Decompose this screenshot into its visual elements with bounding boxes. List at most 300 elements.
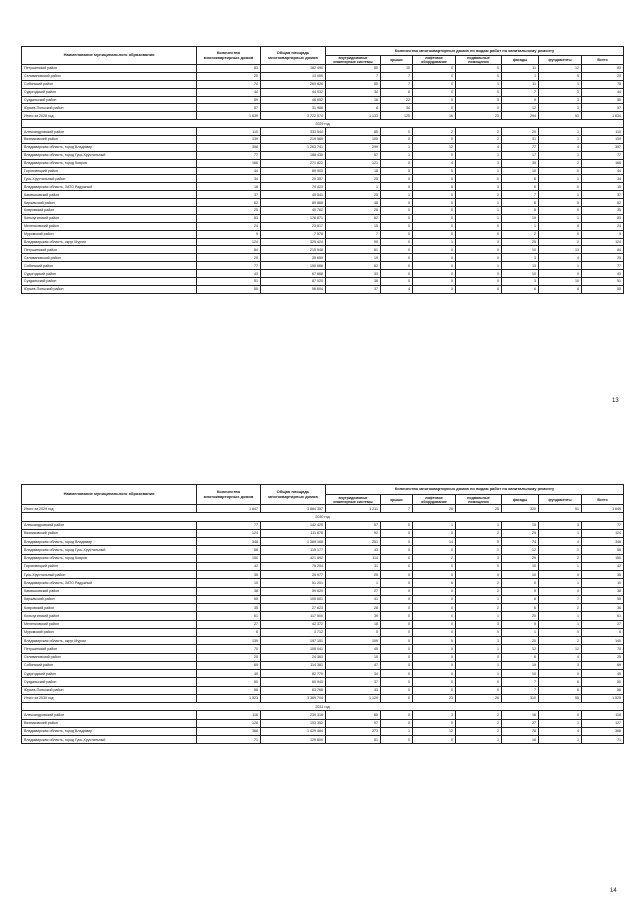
row-value-cell: 0 — [456, 230, 502, 238]
row-value-cell: 1 — [502, 628, 539, 636]
row-value-cell: 38 — [326, 278, 381, 286]
row-value-cell: 69 903 — [261, 167, 326, 175]
row-value-cell: 7 — [539, 595, 582, 603]
row-value-cell: 34 — [197, 175, 261, 183]
row-value-cell: 10 — [539, 278, 582, 286]
row-name-cell: Владимирская область, ЗАТО Радужный — [22, 183, 197, 191]
row-name-cell: Владимирская область, город Гусь-Хрустальный — [22, 546, 197, 554]
row-value-cell: 0 — [381, 538, 413, 546]
row-value-cell: 44 — [582, 88, 624, 96]
row-value-cell: 12 — [502, 104, 539, 112]
row-value-cell: 9 — [502, 96, 539, 104]
row-value-cell: 0 — [381, 554, 413, 562]
table-row — [22, 505, 624, 513]
row-name-cell: Судогодский район — [22, 270, 197, 278]
row-value-cell: 0 — [539, 711, 582, 719]
row-name-cell: Камешковский район — [22, 191, 197, 199]
row-value-cell: 190 666 — [261, 262, 326, 270]
row-value-cell: 1 — [456, 262, 502, 270]
row-value-cell: 3 884 357 — [261, 505, 326, 513]
capital-repair-table-page-13 — [21, 46, 624, 294]
row-name-cell: Суздальский район — [22, 96, 197, 104]
row-value-cell: 6 — [197, 628, 261, 636]
table-row — [22, 214, 624, 222]
row-value-cell: 12 — [502, 645, 539, 653]
row-value-cell: 8 — [502, 175, 539, 183]
header-work-types: Количество многоквартирных домов по видам работ по капитальному ремонту — [326, 485, 624, 495]
row-value-cell: 16 — [197, 183, 261, 191]
row-value-cell: 0 — [456, 270, 502, 278]
row-value-cell: 10 — [502, 167, 539, 175]
row-value-cell: 56 — [197, 546, 261, 554]
row-value-cell: 0 — [381, 278, 413, 286]
row-value-cell: 333 544 — [261, 128, 326, 136]
row-value-cell: 53 — [539, 112, 582, 120]
row-value-cell: 50 — [582, 678, 624, 686]
row-value-cell: 51 — [197, 278, 261, 286]
row-value-cell: 7 — [326, 230, 381, 238]
row-value-cell: 51 — [539, 505, 582, 513]
row-value-cell: 2 — [456, 529, 502, 537]
row-value-cell: 92 — [326, 529, 381, 537]
table-row — [22, 620, 624, 628]
row-value-cell: 0 — [413, 191, 456, 199]
row-value-cell: 1 649 — [582, 505, 624, 513]
row-value-cell: 0 — [381, 521, 413, 529]
row-value-cell: 4 — [539, 254, 582, 262]
row-value-cell: 0 — [456, 72, 502, 80]
row-value-cell: 7 — [381, 72, 413, 80]
row-value-cell: 18 — [326, 620, 381, 628]
row-value-cell: 1 — [456, 661, 502, 669]
row-value-cell: 57 — [197, 104, 261, 112]
row-value-cell: 77 — [197, 521, 261, 529]
row-value-cell: 6 — [582, 628, 624, 636]
row-value-cell: 43 — [582, 270, 624, 278]
row-value-cell: 0 — [381, 595, 413, 603]
row-value-cell: 7 — [502, 678, 539, 686]
row-value-cell: 75 204 — [261, 562, 326, 570]
row-value-cell: 25 — [502, 238, 539, 246]
row-value-cell: 0 — [381, 628, 413, 636]
row-value-cell: 1 — [539, 620, 582, 628]
header-total: Всего — [582, 495, 624, 505]
row-value-cell: 0 — [413, 645, 456, 653]
row-value-cell: 0 — [413, 136, 456, 144]
row-name-cell: Кольчугинский район — [22, 612, 197, 620]
row-value-cell: 0 — [413, 72, 456, 80]
table-row — [22, 579, 624, 587]
row-value-cell: 114 — [326, 554, 381, 562]
row-value-cell: 84 — [197, 246, 261, 254]
row-value-cell: 24 363 — [261, 653, 326, 661]
row-value-cell: 10 — [582, 579, 624, 587]
row-value-cell: 26 — [456, 694, 502, 702]
row-value-cell: 27 — [197, 620, 261, 628]
row-value-cell: 77 — [582, 521, 624, 529]
row-value-cell: 0 — [539, 207, 582, 215]
table-row — [22, 645, 624, 653]
header-basements: подвальные помещения — [456, 56, 502, 65]
row-value-cell: 19 — [326, 254, 381, 262]
row-value-cell: 0 — [456, 678, 502, 686]
row-name-cell: Петушинский район — [22, 65, 197, 73]
row-value-cell: 19 — [502, 661, 539, 669]
row-name-cell: Владимирская область, ЗАТО Радужный — [22, 579, 197, 587]
row-value-cell: 60 943 — [261, 678, 326, 686]
header-area: Общая площадь многоквартирных домов — [261, 485, 326, 505]
table-row — [22, 112, 624, 120]
row-value-cell: 0 — [381, 620, 413, 628]
row-value-cell: 56 — [582, 546, 624, 554]
row-value-cell: 111 678 — [261, 529, 326, 537]
row-value-cell: 12 — [502, 546, 539, 554]
row-value-cell: 7 — [381, 505, 413, 513]
row-value-cell: 89 868 — [261, 199, 326, 207]
row-value-cell: 59 620 — [261, 587, 326, 595]
row-value-cell: 10 — [502, 562, 539, 570]
row-value-cell: 47 — [326, 661, 381, 669]
row-value-cell: 166 — [197, 159, 261, 167]
row-name-cell: Владимирская область, округ Муром — [22, 238, 197, 246]
row-value-cell: 0 — [381, 159, 413, 167]
row-value-cell: 16 — [326, 96, 381, 104]
row-value-cell: 6 — [502, 604, 539, 612]
row-value-cell: 97 — [326, 719, 381, 727]
row-value-cell: 49 541 — [261, 191, 326, 199]
row-value-cell: 166 — [582, 159, 624, 167]
row-name-cell: Меленковский район — [22, 222, 197, 230]
row-value-cell: 31 — [326, 562, 381, 570]
row-value-cell: 2 — [413, 128, 456, 136]
row-name-cell: Селивановский район — [22, 72, 197, 80]
row-value-cell: 0 — [502, 183, 539, 191]
row-value-cell: 0 — [413, 278, 456, 286]
row-value-cell: 0 — [381, 175, 413, 183]
row-value-cell: 2 — [456, 587, 502, 595]
row-value-cell: 63 768 — [261, 686, 326, 694]
row-value-cell: 124 — [197, 529, 261, 537]
header-basements: подвальные помещения — [456, 495, 502, 505]
year-label: 2030 год — [22, 513, 624, 521]
row-value-cell: 5 — [456, 538, 502, 546]
row-value-cell: 13 — [502, 262, 539, 270]
row-value-cell: 3 — [539, 661, 582, 669]
header-total: Всего — [582, 56, 624, 65]
row-value-cell: 12 — [539, 65, 582, 73]
row-value-cell: 9 — [502, 587, 539, 595]
row-value-cell: 0 — [381, 686, 413, 694]
row-name-cell: Селивановский район — [22, 254, 197, 262]
row-value-cell: 0 — [456, 562, 502, 570]
row-value-cell: 27 623 — [261, 604, 326, 612]
row-value-cell: 10 — [381, 65, 413, 73]
row-value-cell: 0 — [381, 711, 413, 719]
row-value-cell: 0 — [413, 628, 456, 636]
row-value-cell: 1 — [456, 670, 502, 678]
row-value-cell: 19 — [502, 214, 539, 222]
row-value-cell: 0 — [381, 571, 413, 579]
row-value-cell: 1 — [456, 167, 502, 175]
row-value-cell: 0 — [413, 719, 456, 727]
row-value-cell: 77 — [502, 143, 539, 151]
row-value-cell: 0 — [381, 230, 413, 238]
row-value-cell: 2 — [456, 128, 502, 136]
row-value-cell: 139 — [197, 637, 261, 645]
row-value-cell: 3 — [539, 104, 582, 112]
row-value-cell: 124 — [582, 529, 624, 537]
row-value-cell: 0 — [381, 637, 413, 645]
row-value-cell: 13 059 — [261, 72, 326, 80]
row-value-cell: 1 — [456, 546, 502, 554]
table-row — [22, 538, 624, 546]
row-value-cell: 1 — [326, 579, 381, 587]
row-value-cell: 4 — [539, 653, 582, 661]
row-value-cell: 55 — [197, 285, 261, 293]
row-value-cell: 2 — [539, 604, 582, 612]
row-value-cell: 230 316 — [261, 711, 326, 719]
row-value-cell: 16 — [413, 112, 456, 120]
header-foundations: фундаменты — [539, 495, 582, 505]
table-row — [22, 159, 624, 167]
row-value-cell: 95 — [326, 238, 381, 246]
capital-repair-table-page-14 — [21, 484, 624, 744]
row-value-cell: 271 822 — [261, 159, 326, 167]
table-row — [22, 587, 624, 595]
row-value-cell: 357 — [582, 143, 624, 151]
row-name-cell: Камешковский район — [22, 587, 197, 595]
row-value-cell: 0 — [381, 736, 413, 744]
row-value-cell: 1 — [539, 175, 582, 183]
row-value-cell: 320 — [502, 505, 539, 513]
row-value-cell: 1 — [539, 191, 582, 199]
header-facades: фасады — [502, 495, 539, 505]
row-name-cell: Итого за 2029 год: — [22, 505, 197, 513]
row-value-cell: 10 — [502, 571, 539, 579]
row-value-cell: 140 — [582, 637, 624, 645]
row-value-cell: 0 — [413, 222, 456, 230]
row-value-cell: 23 — [413, 694, 456, 702]
row-value-cell: 2 — [502, 230, 539, 238]
row-value-cell: 7 — [381, 80, 413, 88]
header-count: Количество многоквартирных домов — [197, 485, 261, 505]
row-value-cell: 25 — [197, 653, 261, 661]
row-value-cell: 51 201 — [261, 579, 326, 587]
row-value-cell: 37 — [582, 191, 624, 199]
row-value-cell: 0 — [413, 214, 456, 222]
header-facades: фасады — [502, 56, 539, 65]
row-value-cell: 57 — [326, 151, 381, 159]
row-value-cell: 35 659 — [261, 254, 326, 262]
table-body — [22, 65, 624, 294]
row-value-cell: 42 — [582, 562, 624, 570]
row-value-cell: 18 — [326, 167, 381, 175]
row-value-cell: 84 — [582, 246, 624, 254]
row-value-cell: 110 — [197, 128, 261, 136]
table-body — [22, 505, 624, 744]
page-number: 14 — [610, 888, 617, 894]
row-value-cell: 57 — [326, 521, 381, 529]
row-value-cell: 75 — [582, 80, 624, 88]
row-value-cell: 0 — [381, 604, 413, 612]
row-name-cell: Владимирская область, город Владимир — [22, 727, 197, 735]
table-row — [22, 678, 624, 686]
row-value-cell: 215 548 — [261, 246, 326, 254]
row-value-cell: 45 — [582, 670, 624, 678]
row-value-cell: 0 — [381, 587, 413, 595]
row-value-cell: 15 — [582, 183, 624, 191]
row-value-cell: 35 — [582, 207, 624, 215]
row-value-cell: 34 — [326, 670, 381, 678]
header-engineering-systems: внутридомовые инженерные системы — [326, 56, 381, 65]
row-value-cell: 0 — [381, 579, 413, 587]
row-name-cell: Владимирская область, город Владимир — [22, 143, 197, 151]
row-value-cell: 48 — [326, 199, 381, 207]
row-value-cell: 1 — [456, 214, 502, 222]
row-value-cell: 0 — [381, 262, 413, 270]
table-row — [22, 65, 624, 73]
row-value-cell: 55 — [539, 694, 582, 702]
row-value-cell: 2 — [456, 136, 502, 144]
row-value-cell: 5 — [413, 167, 456, 175]
row-value-cell: 5 — [539, 199, 582, 207]
row-value-cell: 83 — [197, 214, 261, 222]
table-row — [22, 96, 624, 104]
row-value-cell: 77 — [582, 262, 624, 270]
row-value-cell: 62 — [197, 199, 261, 207]
row-value-cell: 0 — [381, 136, 413, 144]
row-name-cell: Петушинский район — [22, 645, 197, 653]
row-value-cell: 20 — [197, 72, 261, 80]
table-row — [22, 270, 624, 278]
row-value-cell: 294 — [502, 112, 539, 120]
row-value-cell: 26 — [326, 604, 381, 612]
row-value-cell: 0 — [539, 587, 582, 595]
table-row — [22, 562, 624, 570]
row-value-cell: 79 423 — [261, 183, 326, 191]
row-value-cell: 13 — [539, 246, 582, 254]
row-value-cell: 27 — [502, 719, 539, 727]
row-value-cell: 2 — [456, 727, 502, 735]
row-value-cell: 5 — [413, 637, 456, 645]
row-name-cell: Кольчугинский район — [22, 214, 197, 222]
table-row — [22, 637, 624, 645]
row-value-cell: 0 — [456, 254, 502, 262]
row-value-cell: 25 — [582, 653, 624, 661]
row-value-cell: 0 — [456, 104, 502, 112]
row-name-cell: Владимирская область, город Ковров — [22, 159, 197, 167]
row-value-cell: 0 — [381, 645, 413, 653]
row-value-cell: 3 — [456, 637, 502, 645]
row-value-cell: 17 — [502, 151, 539, 159]
row-value-cell: 5 — [539, 72, 582, 80]
row-value-cell: 1 — [326, 183, 381, 191]
row-value-cell: 124 — [582, 238, 624, 246]
row-value-cell: 6 — [413, 579, 456, 587]
row-value-cell: 124 — [197, 238, 261, 246]
row-value-cell: 219 569 — [261, 136, 326, 144]
row-name-cell: Судогодский район — [22, 88, 197, 96]
row-value-cell: 128 — [197, 719, 261, 727]
row-value-cell: 5 — [381, 167, 413, 175]
header-count: Количество многоквартирных домов — [197, 47, 261, 65]
row-value-cell: 39 — [326, 612, 381, 620]
row-name-cell: Собинский район — [22, 661, 197, 669]
row-name-cell: Гусь-Хрустальный район — [22, 175, 197, 183]
row-value-cell: 0 — [381, 246, 413, 254]
row-value-cell: 125 — [381, 112, 413, 120]
row-value-cell: 85 — [326, 711, 381, 719]
row-name-cell: Гороховецкий район — [22, 562, 197, 570]
row-value-cell: 55 — [582, 595, 624, 603]
row-value-cell: 0 — [456, 653, 502, 661]
row-value-cell: 0 — [413, 529, 456, 537]
row-value-cell: 0 — [456, 88, 502, 96]
row-name-cell: Владимирская область, город Ковров — [22, 554, 197, 562]
row-value-cell: 116 — [582, 711, 624, 719]
row-value-cell: 82 770 — [261, 670, 326, 678]
header-foundations: фундаменты — [539, 56, 582, 65]
row-value-cell: 3 — [456, 183, 502, 191]
year-row — [22, 513, 624, 521]
table-row — [22, 653, 624, 661]
row-value-cell: 1 525 — [582, 694, 624, 702]
row-value-cell: 1 — [456, 151, 502, 159]
row-value-cell: 0 — [413, 736, 456, 744]
row-value-cell: 25 977 — [261, 571, 326, 579]
row-value-cell: 1 389 168 — [261, 538, 326, 546]
row-value-cell: 0 — [381, 214, 413, 222]
row-value-cell: 3 — [539, 521, 582, 529]
row-name-cell: Муромский район — [22, 230, 197, 238]
row-value-cell: 0 — [381, 678, 413, 686]
row-value-cell: 1 — [381, 151, 413, 159]
row-value-cell: 56 604 — [261, 285, 326, 293]
row-value-cell: 3 722 074 — [261, 112, 326, 120]
row-value-cell: 0 — [456, 222, 502, 230]
row-value-cell: 50 — [326, 65, 381, 73]
row-value-cell: 1 — [456, 645, 502, 653]
row-value-cell: 14 — [413, 538, 456, 546]
row-value-cell: 41 — [326, 595, 381, 603]
row-value-cell: 15 — [326, 653, 381, 661]
row-value-cell: 1 647 — [197, 505, 261, 513]
row-name-cell: Итого за 2030 год: — [22, 694, 197, 702]
row-value-cell: 0 — [381, 694, 413, 702]
row-value-cell: 0 — [413, 65, 456, 73]
row-value-cell: 35 — [582, 571, 624, 579]
row-value-cell: 23 517 — [261, 222, 326, 230]
row-value-cell: 87 020 — [261, 278, 326, 286]
row-value-cell: 20 — [502, 128, 539, 136]
row-value-cell: 0 — [381, 270, 413, 278]
row-value-cell: 55 — [197, 595, 261, 603]
row-value-cell: 0 — [413, 151, 456, 159]
row-value-cell: 43 — [326, 686, 381, 694]
row-value-cell: 18 — [502, 736, 539, 744]
row-value-cell: 108 041 — [261, 645, 326, 653]
row-value-cell: 2 — [456, 711, 502, 719]
row-value-cell: 62 — [582, 199, 624, 207]
row-value-cell: 105 — [326, 136, 381, 144]
table-row — [22, 230, 624, 238]
row-value-cell: 3 — [456, 238, 502, 246]
row-value-cell: 1 — [456, 521, 502, 529]
row-value-cell: 1 — [502, 72, 539, 80]
row-value-cell: 0 — [456, 285, 502, 293]
row-value-cell: 0 — [539, 670, 582, 678]
row-value-cell: 121 — [326, 159, 381, 167]
